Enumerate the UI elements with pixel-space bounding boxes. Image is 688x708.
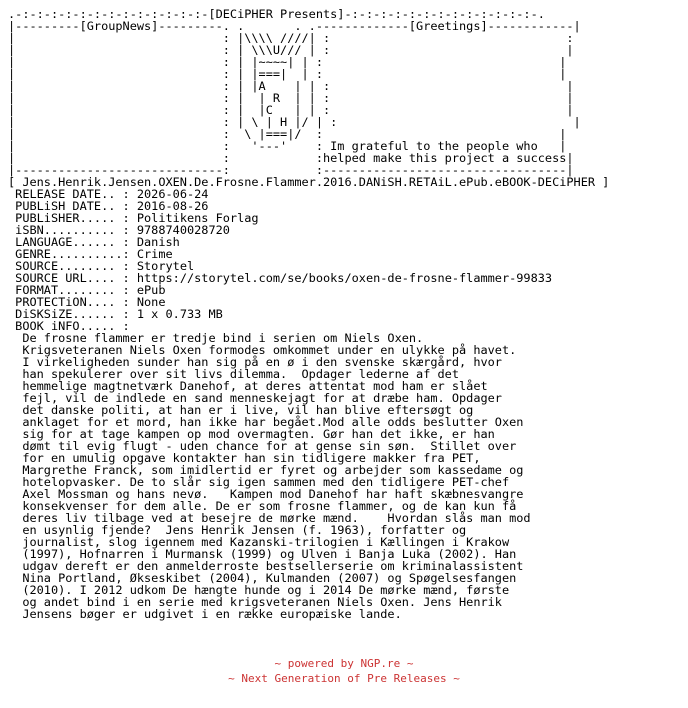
field-label: DiSKSiZE...... :: [8, 307, 130, 321]
description-line: (1997), Hofnarren i Murmansk (1999) og Ulven i Banja Luka (2002). Han: [8, 547, 517, 561]
description-line: hemmelige magtnetværk Danehof, at deres attentat mod ham er slået: [8, 379, 488, 393]
field-label: PROTECTiON.... :: [8, 295, 130, 309]
field-value: ePub: [129, 283, 166, 297]
field-label: FORMAT........ :: [8, 283, 130, 297]
field-label: LANGUAGE...... :: [8, 235, 130, 249]
field-label: iSBN.......... :: [8, 223, 130, 237]
description-line: det danske politi, at han er i live, vil han blive eftersøgt og: [8, 403, 474, 417]
field-label: PUBLiSH DATE.. :: [8, 199, 130, 213]
description-line: han spekulerer over sit livs dilemma. Opdager lederne af det: [8, 367, 460, 381]
description-line: for en umulig opgave kontakter han sin tidligere makker fra PET,: [8, 451, 481, 465]
credits-powered-by: ~ powered by NGP.re ~: [274, 657, 414, 670]
field-label: GENRE..........:: [8, 247, 130, 261]
description-line: Krigsveteranen Niels Oxen formodes omkommet under en ulykke på havet.: [8, 343, 517, 357]
banner-line: | : '---' : Im grateful to the people who |: [8, 139, 567, 153]
banner-line: .-:-:-:-:-:-:-:-:-:-:-:-:-:-[DECiPHER Presents]-:-:-:-:-:-:-:-:-:-:-:-:-:-.: [8, 7, 545, 21]
description-line: Jensens bøger er udgivet i en række europæiske lande.: [8, 607, 402, 621]
release-title: [ Jens.Henrik.Jensen.OXEN.De.Frosne.Flammer.2016.DANiSH.RETAiL.ePub.eBOOK-DECiPHER ]: [8, 175, 610, 189]
description-line: og andet bind i en serie med krigsveteranen Niels Oxen. Jens Henrik: [8, 595, 502, 609]
field-value: Crime: [129, 247, 173, 261]
description-line: konsekvenser for dem alle. De er som frosne flammer, og de kan kun få: [8, 499, 517, 513]
description-line: (2010). I 2012 udkom De hængte hunde og i 2014 De mørke mænd, første: [8, 583, 510, 597]
credits-footer: [0, 656, 688, 686]
description-line: sig for at tage kampen op mod overmagten. Gør han det ikke, er han: [8, 427, 495, 441]
description-line: Axel Mossman og hans nevø. Kampen mod Danehof har haft skæbnesvangre: [8, 487, 524, 501]
description-line: journalist, slog igennem med Kazanski-trilogien i Kællingen i Krakow: [8, 535, 510, 549]
description-line: udgav dereft er den anmelderroste bestsellerserie om kriminalassistent: [8, 559, 524, 573]
field-value: Politikens Forlag: [129, 211, 259, 225]
description-line: I virkeligheden sunder han sig på en ø i den svenske skærgård, hvor: [8, 355, 502, 369]
field-value: Storytel: [129, 259, 195, 273]
description-line: De frosne flammer er tredje bind i serien om Niels Oxen.: [8, 331, 424, 345]
field-label: SOURCE........ :: [8, 259, 130, 273]
banner-line: | : | \\\U/// | : |: [8, 43, 574, 57]
description-line: hotelopvasker. De to slår sig igen sammen med den tidligere PET-chef: [8, 475, 510, 489]
description-line: deres liv tilbage ved at besejre de mørke mænd. Hvordan slås man mod: [8, 511, 531, 525]
field-label: PUBLiSHER..... :: [8, 211, 130, 225]
banner-line: | : | |C | | : |: [8, 103, 574, 117]
description-line: fejl, vil de indlede en sand menneskejagt for at dræbe ham. Opdager: [8, 391, 502, 405]
banner-line: | : | |===| | : |: [8, 67, 567, 81]
field-value: 2026-06-24: [129, 187, 209, 201]
credits-tagline: ~ Next Generation of Pre Releases ~: [228, 672, 460, 685]
banner-line: |-----------------------------: :----------------------------------|: [8, 163, 574, 177]
field-value: https://storytel.com/se/books/oxen-de-frosne-flammer-99833: [129, 271, 553, 285]
nfo-text: [8, 8, 609, 620]
banner-line: |---------[GroupNews]---------. . . .-------------[Greetings]------------|: [8, 19, 581, 33]
banner-line: | : | | R | | : |: [8, 91, 574, 105]
field-label: RELEASE DATE.. :: [8, 187, 130, 201]
banner-line: | : | |A | | : |: [8, 79, 574, 93]
banner-line: | : :helped make this project a success|: [8, 151, 574, 165]
field-value: 1 x 0.733 MB: [129, 307, 223, 321]
description-line: Nina Portland, Økseskibet (2004), Kulmanden (2007) og Spøgelsesfangen: [8, 571, 517, 585]
banner-line: | : |\\\\ ////| : :: [8, 31, 574, 45]
banner-line: | : | \ | H |/ | : |: [8, 115, 581, 129]
description-line: dømt til evig flugt - uden chance for at gense sin søn. Stillet over: [8, 439, 517, 453]
banner-line: | : \ |===|/ : |: [8, 127, 567, 141]
banner-line: | : | |~~~~| | : |: [8, 55, 567, 69]
description-line: Margrethe Franck, som imidlertid er fyret og arbejder som kassedame og: [8, 463, 524, 477]
field-value: 9788740028720: [129, 223, 230, 237]
field-value: Danish: [129, 235, 180, 249]
field-value: None: [129, 295, 166, 309]
field-label: BOOK iNFO..... :: [8, 319, 130, 333]
field-value: 2016-08-26: [129, 199, 209, 213]
description-line: anklaget for et mord, han ikke har begået.Mod alle odds beslutter Oxen: [8, 415, 524, 429]
description-line: en usynlig fjende? Jens Henrik Jensen (f. 1963), forfatter og: [8, 523, 467, 537]
field-label: SOURCE URL.... :: [8, 271, 130, 285]
